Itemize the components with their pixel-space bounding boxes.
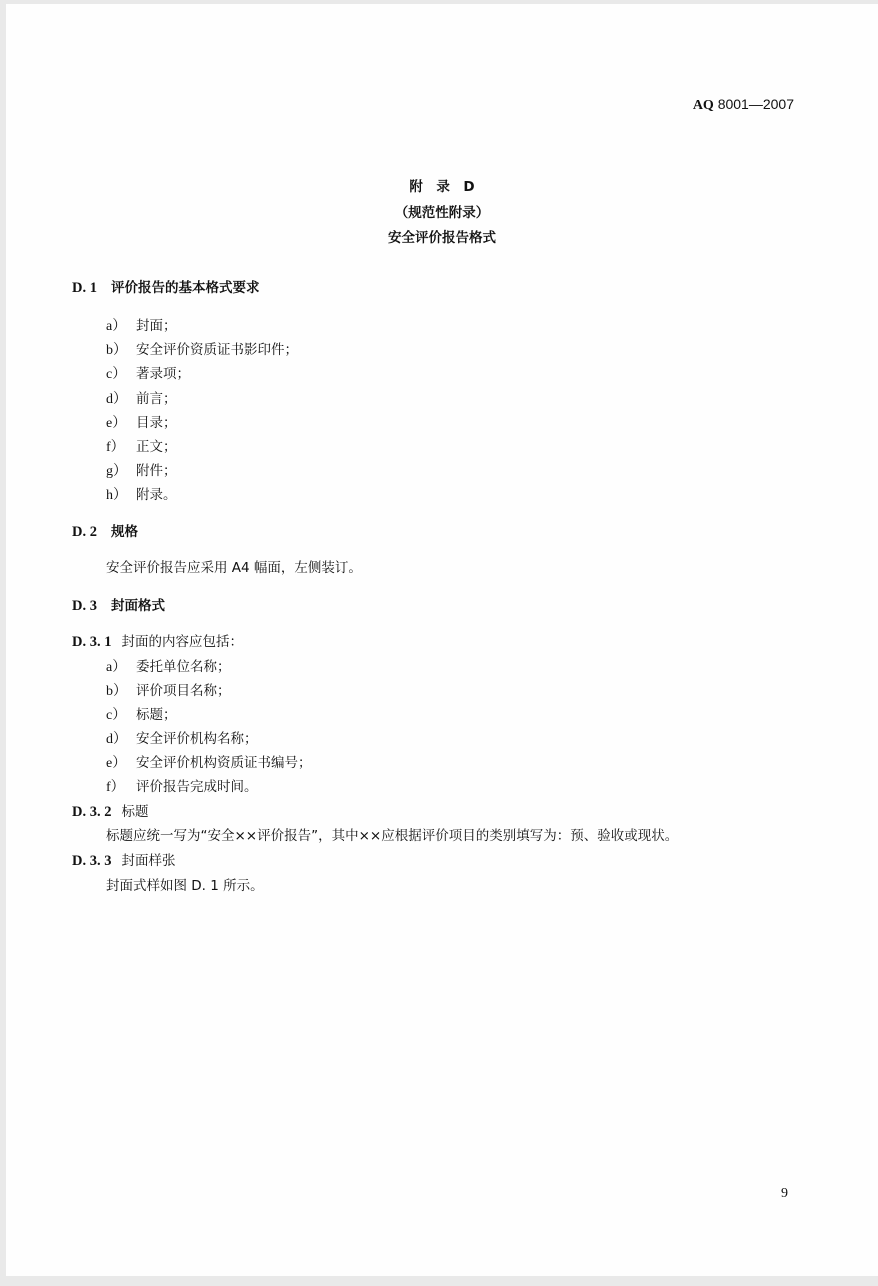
subsection-title: 封面的内容应包括： <box>121 634 243 650</box>
subsection-number: D. 3. 2 <box>72 804 112 820</box>
list-text: 安全评价资质证书影印件； <box>136 342 298 358</box>
list-text: 安全评价机构资质证书编号； <box>136 755 312 771</box>
subsection-title: 标题 <box>121 804 149 820</box>
standard-number <box>693 96 794 114</box>
list-label: g） <box>106 464 127 479</box>
list-label: a） <box>106 660 127 675</box>
list-text: 正文； <box>136 439 177 455</box>
list-text: 评价报告完成时间。 <box>136 779 258 795</box>
section-d2-heading <box>72 520 138 541</box>
list-label: e） <box>106 416 127 431</box>
section-number: D. 2 <box>72 524 97 540</box>
page-number: 9 <box>781 1186 788 1201</box>
list-item <box>106 459 177 480</box>
list-label: d） <box>106 732 127 747</box>
appendix-title: 附 录 D <box>409 179 475 195</box>
list-label: h） <box>106 488 127 503</box>
list-item <box>106 387 177 408</box>
list-label: f） <box>106 440 125 455</box>
list-label: b） <box>106 343 127 358</box>
list-item <box>106 483 177 504</box>
subsection-number: D. 3. 3 <box>72 853 112 869</box>
section-number: D. 1 <box>72 280 97 296</box>
list-text: 评价项目名称； <box>136 683 231 699</box>
subsection-d32-heading <box>72 800 148 821</box>
section-number: D. 3 <box>72 598 97 614</box>
section-title: 封面格式 <box>110 598 165 614</box>
list-label: a） <box>106 319 127 334</box>
list-text: 封面； <box>136 318 177 334</box>
section-d1-heading <box>72 276 259 297</box>
section-d2-text: 安全评价报告应采用 A4 幅面，左侧装订。 <box>106 560 362 576</box>
list-item <box>106 435 177 456</box>
list-item <box>106 703 177 724</box>
subsection-d31-heading <box>72 630 243 651</box>
standard-prefix: AQ <box>692 98 714 113</box>
list-text: 标题； <box>136 707 177 723</box>
list-item <box>106 362 190 383</box>
subsection-d33-text: 封面式样如图 D. 1 所示。 <box>106 878 264 894</box>
list-item <box>106 338 298 359</box>
list-text: 安全评价机构名称； <box>136 731 258 747</box>
subsection-d32-text: 标题应统一写为“安全××评价报告”，其中××应根据评价项目的类别填写为：预、验收或现状。 <box>106 828 679 844</box>
list-label: d） <box>106 392 127 407</box>
list-item <box>106 655 231 676</box>
list-text: 附件； <box>136 463 177 479</box>
subsection-d33-heading <box>72 849 175 870</box>
section-title: 评价报告的基本格式要求 <box>110 280 260 296</box>
list-text: 委托单位名称； <box>136 659 231 675</box>
subsection-number: D. 3. 1 <box>72 634 112 650</box>
list-label: e） <box>106 756 127 771</box>
list-text: 著录项； <box>136 366 190 382</box>
appendix-heading: 安全评价报告格式 <box>388 230 496 246</box>
list-label: c） <box>106 367 127 382</box>
list-item <box>106 679 231 700</box>
list-text: 前言； <box>136 391 177 407</box>
appendix-subtitle: （规范性附录） <box>394 205 490 221</box>
list-item <box>106 411 177 432</box>
list-item <box>106 751 312 772</box>
list-text: 附录。 <box>136 487 177 503</box>
document-page <box>6 4 878 1276</box>
standard-code: 8001—2007 <box>717 96 794 112</box>
list-text: 目录； <box>136 415 177 431</box>
list-item <box>106 727 258 748</box>
list-label: f） <box>106 780 125 795</box>
section-title: 规格 <box>110 524 138 540</box>
list-item <box>106 775 258 796</box>
list-item <box>106 314 177 335</box>
subsection-title: 封面样张 <box>121 853 176 869</box>
list-label: c） <box>106 708 127 723</box>
section-d3-heading <box>72 594 165 615</box>
list-label: b） <box>106 684 127 699</box>
